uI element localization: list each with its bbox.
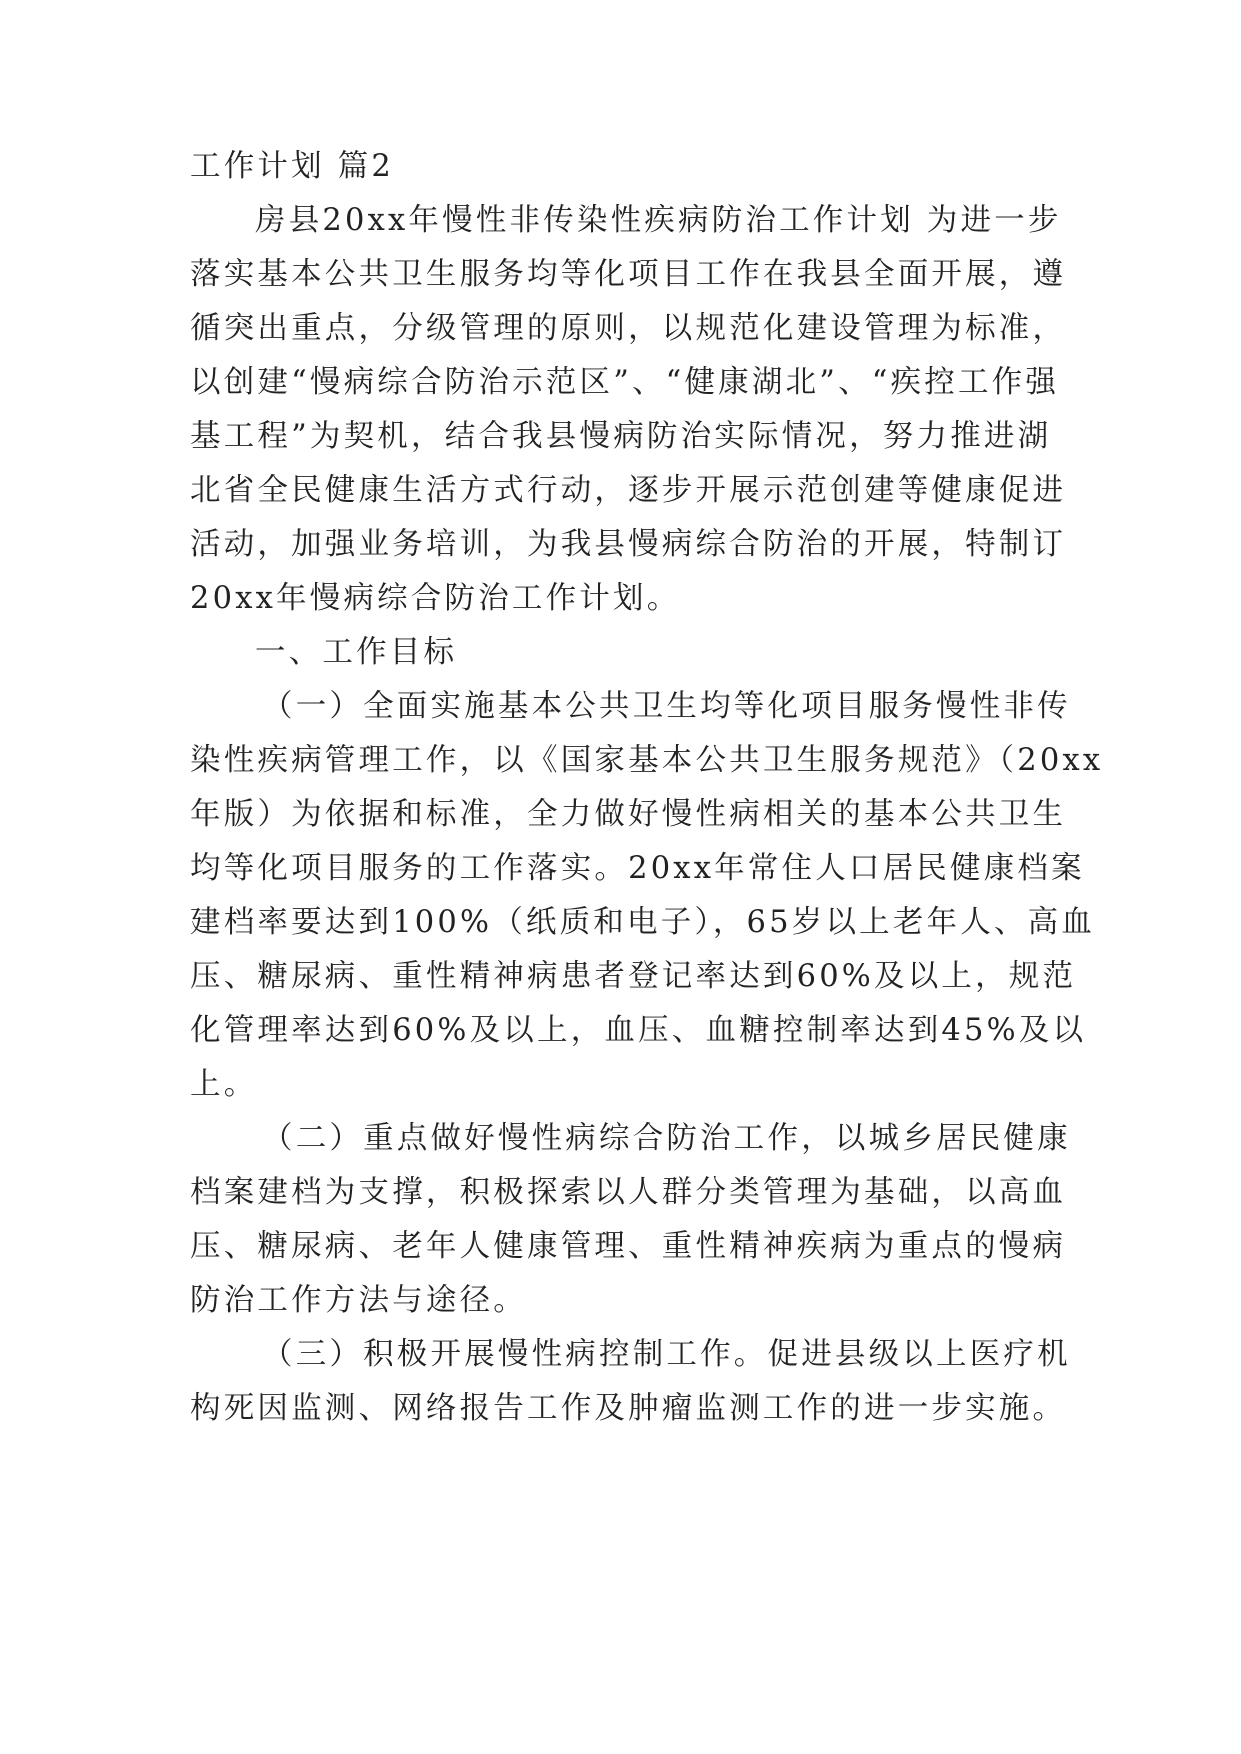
text-line: 年版）为依据和标准，全力做好慢性病相关的基本公共卫生	[190, 797, 1067, 832]
subsection-heading: 一、工作目标	[255, 635, 458, 670]
text-line: 构死因监测、网络报告工作及肿瘤监测工作的进一步实施。	[190, 1391, 1067, 1426]
text-line: （二）重点做好慢性病综合防治工作，以城乡居民健康	[262, 1121, 1071, 1156]
text-line: 化管理率达到60%及以上，血压、血糖控制率达到45%及以	[190, 1013, 1087, 1048]
text-line: 基工程”为契机，结合我县慢病防治实际情况，努力推进湖	[190, 419, 1052, 454]
section-heading: 工作计划 篇2	[190, 149, 394, 184]
text-line: 档案建档为支撑，积极探索以人群分类管理为基础，以高血	[190, 1175, 1067, 1210]
text-line: 压、糖尿病、重性精神病患者登记率达到60%及以上，规范	[190, 959, 1077, 994]
text-line: 循突出重点，分级管理的原则，以规范化建设管理为标准，	[190, 311, 1067, 346]
text-line: 以创建“慢病综合防治示范区”、“健康湖北”、“疾控工作强	[190, 365, 1060, 400]
text-line: 落实基本公共卫生服务均等化项目工作在我县全面开展，遵	[190, 257, 1067, 292]
text-line: 房县20xx年慢性非传染性疾病防治工作计划 为进一步	[255, 203, 1062, 238]
text-line: 均等化项目服务的工作落实。20xx年常住人口居民健康档案	[190, 851, 1085, 886]
text-line: 上。	[190, 1067, 258, 1102]
text-line: 20xx年慢病综合防治工作计划。	[190, 581, 681, 616]
text-line: 建档率要达到100%（纸质和电子），65岁以上老年人、高血	[190, 905, 1096, 940]
text-line: （三）积极开展慢性病控制工作。促进县级以上医疗机	[262, 1337, 1071, 1372]
text-line: 压、糖尿病、老年人健康管理、重性精神疾病为重点的慢病	[190, 1229, 1067, 1264]
text-line: （一）全面实施基本公共卫生均等化项目服务慢性非传	[262, 689, 1071, 724]
text-line: 染性疾病管理工作，以《国家基本公共卫生服务规范》（20xx	[190, 743, 1104, 778]
text-line: 防治工作方法与途径。	[190, 1283, 527, 1318]
text-line: 活动，加强业务培训，为我县慢病综合防治的开展，特制订	[190, 527, 1067, 562]
text-line: 北省全民健康生活方式行动，逐步开展示范创建等健康促进	[190, 473, 1067, 508]
